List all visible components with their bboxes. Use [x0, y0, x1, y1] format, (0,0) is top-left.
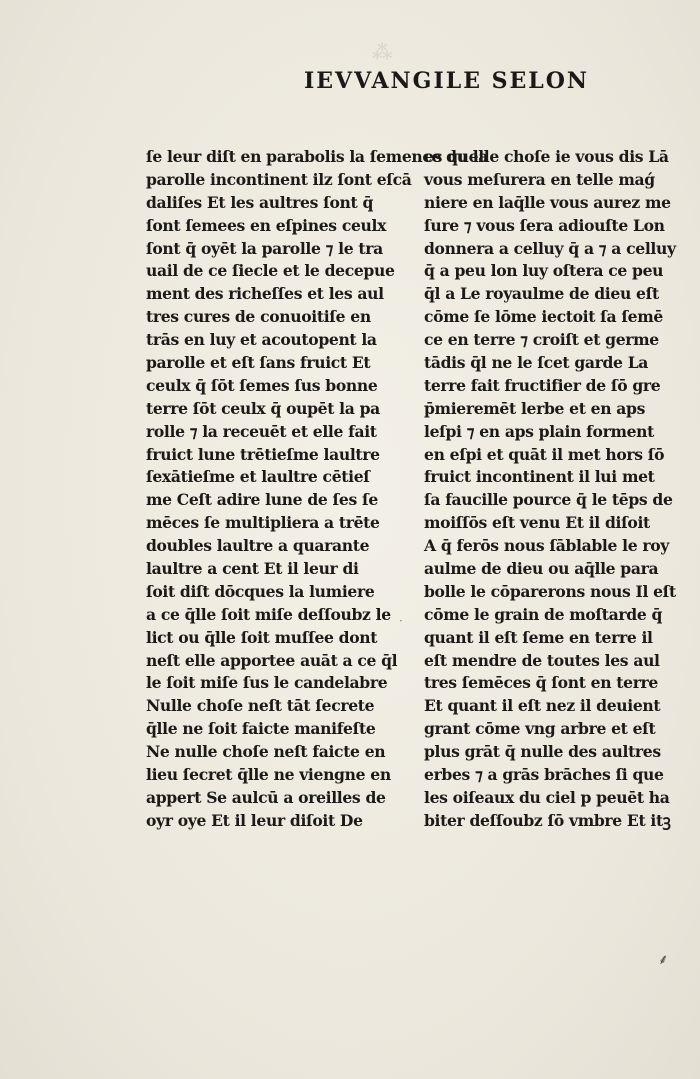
text-line: fruict lune trētieſme laultre: [146, 444, 380, 464]
text-line: parolle incontinent ilz ſont eſcā: [146, 169, 412, 189]
text-line: eſt mendre de toutes les aul: [424, 650, 660, 670]
text-line: A q̄ ferōs nous ſāblable le roy: [424, 536, 669, 556]
text-line: tres ſemēces q̄ ſont en terre: [424, 673, 658, 693]
text-line: oyr oye Et il leur diſoit De: [146, 810, 363, 830]
text-line: le ſoit miſe ſus le candelabre: [146, 673, 388, 693]
text-line: terre fait fructifier de ſō gre: [424, 375, 661, 395]
text-line: ſure ⁊ vous ſera adiouſte Lon: [424, 215, 665, 235]
text-line: Ne nulle choſe neſt faicte en: [146, 742, 386, 762]
margin-mark: ⸙: [658, 952, 669, 968]
text-line: tādis q̄l ne le ſcet garde La: [424, 353, 649, 373]
text-line: q̄l a Le royaulme de dieu eſt: [424, 284, 659, 304]
text-line: Et quant il eſt nez il deuient: [424, 696, 661, 716]
running-head: IEVVANGILE SELON: [304, 68, 590, 94]
text-line: terre ſōt ceulx q̄ oupēt la pa: [146, 398, 380, 418]
text-line: cōme le grain de moſtarde q̄: [424, 604, 663, 624]
text-line: vous meſurera en telle maǵ: [424, 169, 655, 189]
text-line: en eſpi et quāt il met hors ſō: [424, 444, 665, 464]
text-line: tres cures de conuoitiſe en: [146, 307, 371, 327]
text-line: ceulx q̄ ſōt ſemes ſus bonne: [146, 375, 378, 395]
text-line: ſoit diſt dōcques la lumiere: [146, 581, 375, 601]
text-line: grant cōme vng arbre et eſt: [424, 719, 656, 739]
right-text-column: [424, 146, 676, 833]
text-line: p̄mieremēt lerbe et en aps: [424, 398, 646, 418]
text-line: leſpi ⁊ en aps plain forment: [424, 421, 654, 441]
text-line: daliſes Et les aultres ſont q̄: [146, 192, 374, 212]
text-line: trās en luy et acoutopent la: [146, 330, 377, 350]
text-line: cōme ſe lōme iectoit ſa ſemē: [424, 307, 663, 327]
text-line: mēces ſe multipliera a trēte: [146, 513, 380, 533]
text-line: ſa faucille pource q̄ le tēps de: [424, 490, 673, 510]
text-line: bolle le cōparerons nous Il eſt: [424, 581, 676, 601]
text-line: plus grāt q̄ nulle des aultres: [424, 742, 661, 762]
text-line: q̄lle ne ſoit faicte manifeſte: [146, 719, 376, 739]
bleed-through-header: ⁂: [372, 40, 397, 64]
text-line: q̄ a peu lon luy oſtera ce peu: [424, 261, 664, 281]
text-line: uail de ce ſiecle et le decepue: [146, 261, 395, 281]
text-line: ment des richeſſes et les aul: [146, 284, 384, 304]
text-line: fruict incontinent il lui met: [424, 467, 655, 487]
text-line: a ce q̄lle ſoit miſe deſſoubz le: [146, 604, 391, 624]
text-line: doubles laultre a quarante: [146, 536, 370, 556]
text-line: es quelle choſe ie vous dis Lā: [424, 147, 669, 166]
text-line: aulme de dieu ou aq̄lle para: [424, 559, 659, 579]
text-line: moiſſōs eſt venu Et il diſoit: [424, 513, 650, 533]
margin-speck: ·: [399, 614, 403, 628]
text-line: lict ou q̄lle ſoit muſſee dont: [146, 627, 378, 647]
text-line: ce en terre ⁊ croiſt et germe: [424, 330, 659, 350]
text-line: ſont q̄ oyēt la parolle ⁊ le tra: [146, 238, 383, 258]
text-line: ſont ſemees en eſpines ceulx: [146, 215, 387, 235]
text-line: les oiſeaux du ciel p peuēt ha: [424, 787, 670, 807]
text-line: me Ceſt adire lune de ſes ſe: [146, 490, 378, 510]
text-line: biter deſſoubz ſō vmbre Et itꝫ: [424, 810, 671, 830]
text-line: ſexātieſme et laultre cētieſ: [146, 467, 370, 487]
text-line: Nulle choſe neſt tāt ſecrete: [146, 696, 375, 716]
text-line: niere en laq̄lle vous aurez me: [424, 192, 671, 212]
text-line: quant il eſt ſeme en terre il: [424, 627, 653, 647]
text-line: rolle ⁊ la receuēt et elle fait: [146, 421, 377, 441]
text-line: donnera a celluy q̄ a ⁊ a celluy: [424, 238, 676, 258]
text-line: appert Se aulcū a oreilles de: [146, 787, 386, 807]
text-line: ſe leur diſt en parabolis la ſemence du la: [146, 147, 489, 166]
text-line: lieu ſecret q̄lle ne viengne en: [146, 765, 391, 785]
text-line: neſt elle apportee auāt a ce q̄l: [146, 650, 398, 670]
text-line: laultre a cent Et il leur di: [146, 559, 359, 579]
text-line: erbes ⁊ a grās brāches ſi que: [424, 765, 664, 785]
text-line: parolle et eſt ſans fruict Et: [146, 353, 371, 373]
